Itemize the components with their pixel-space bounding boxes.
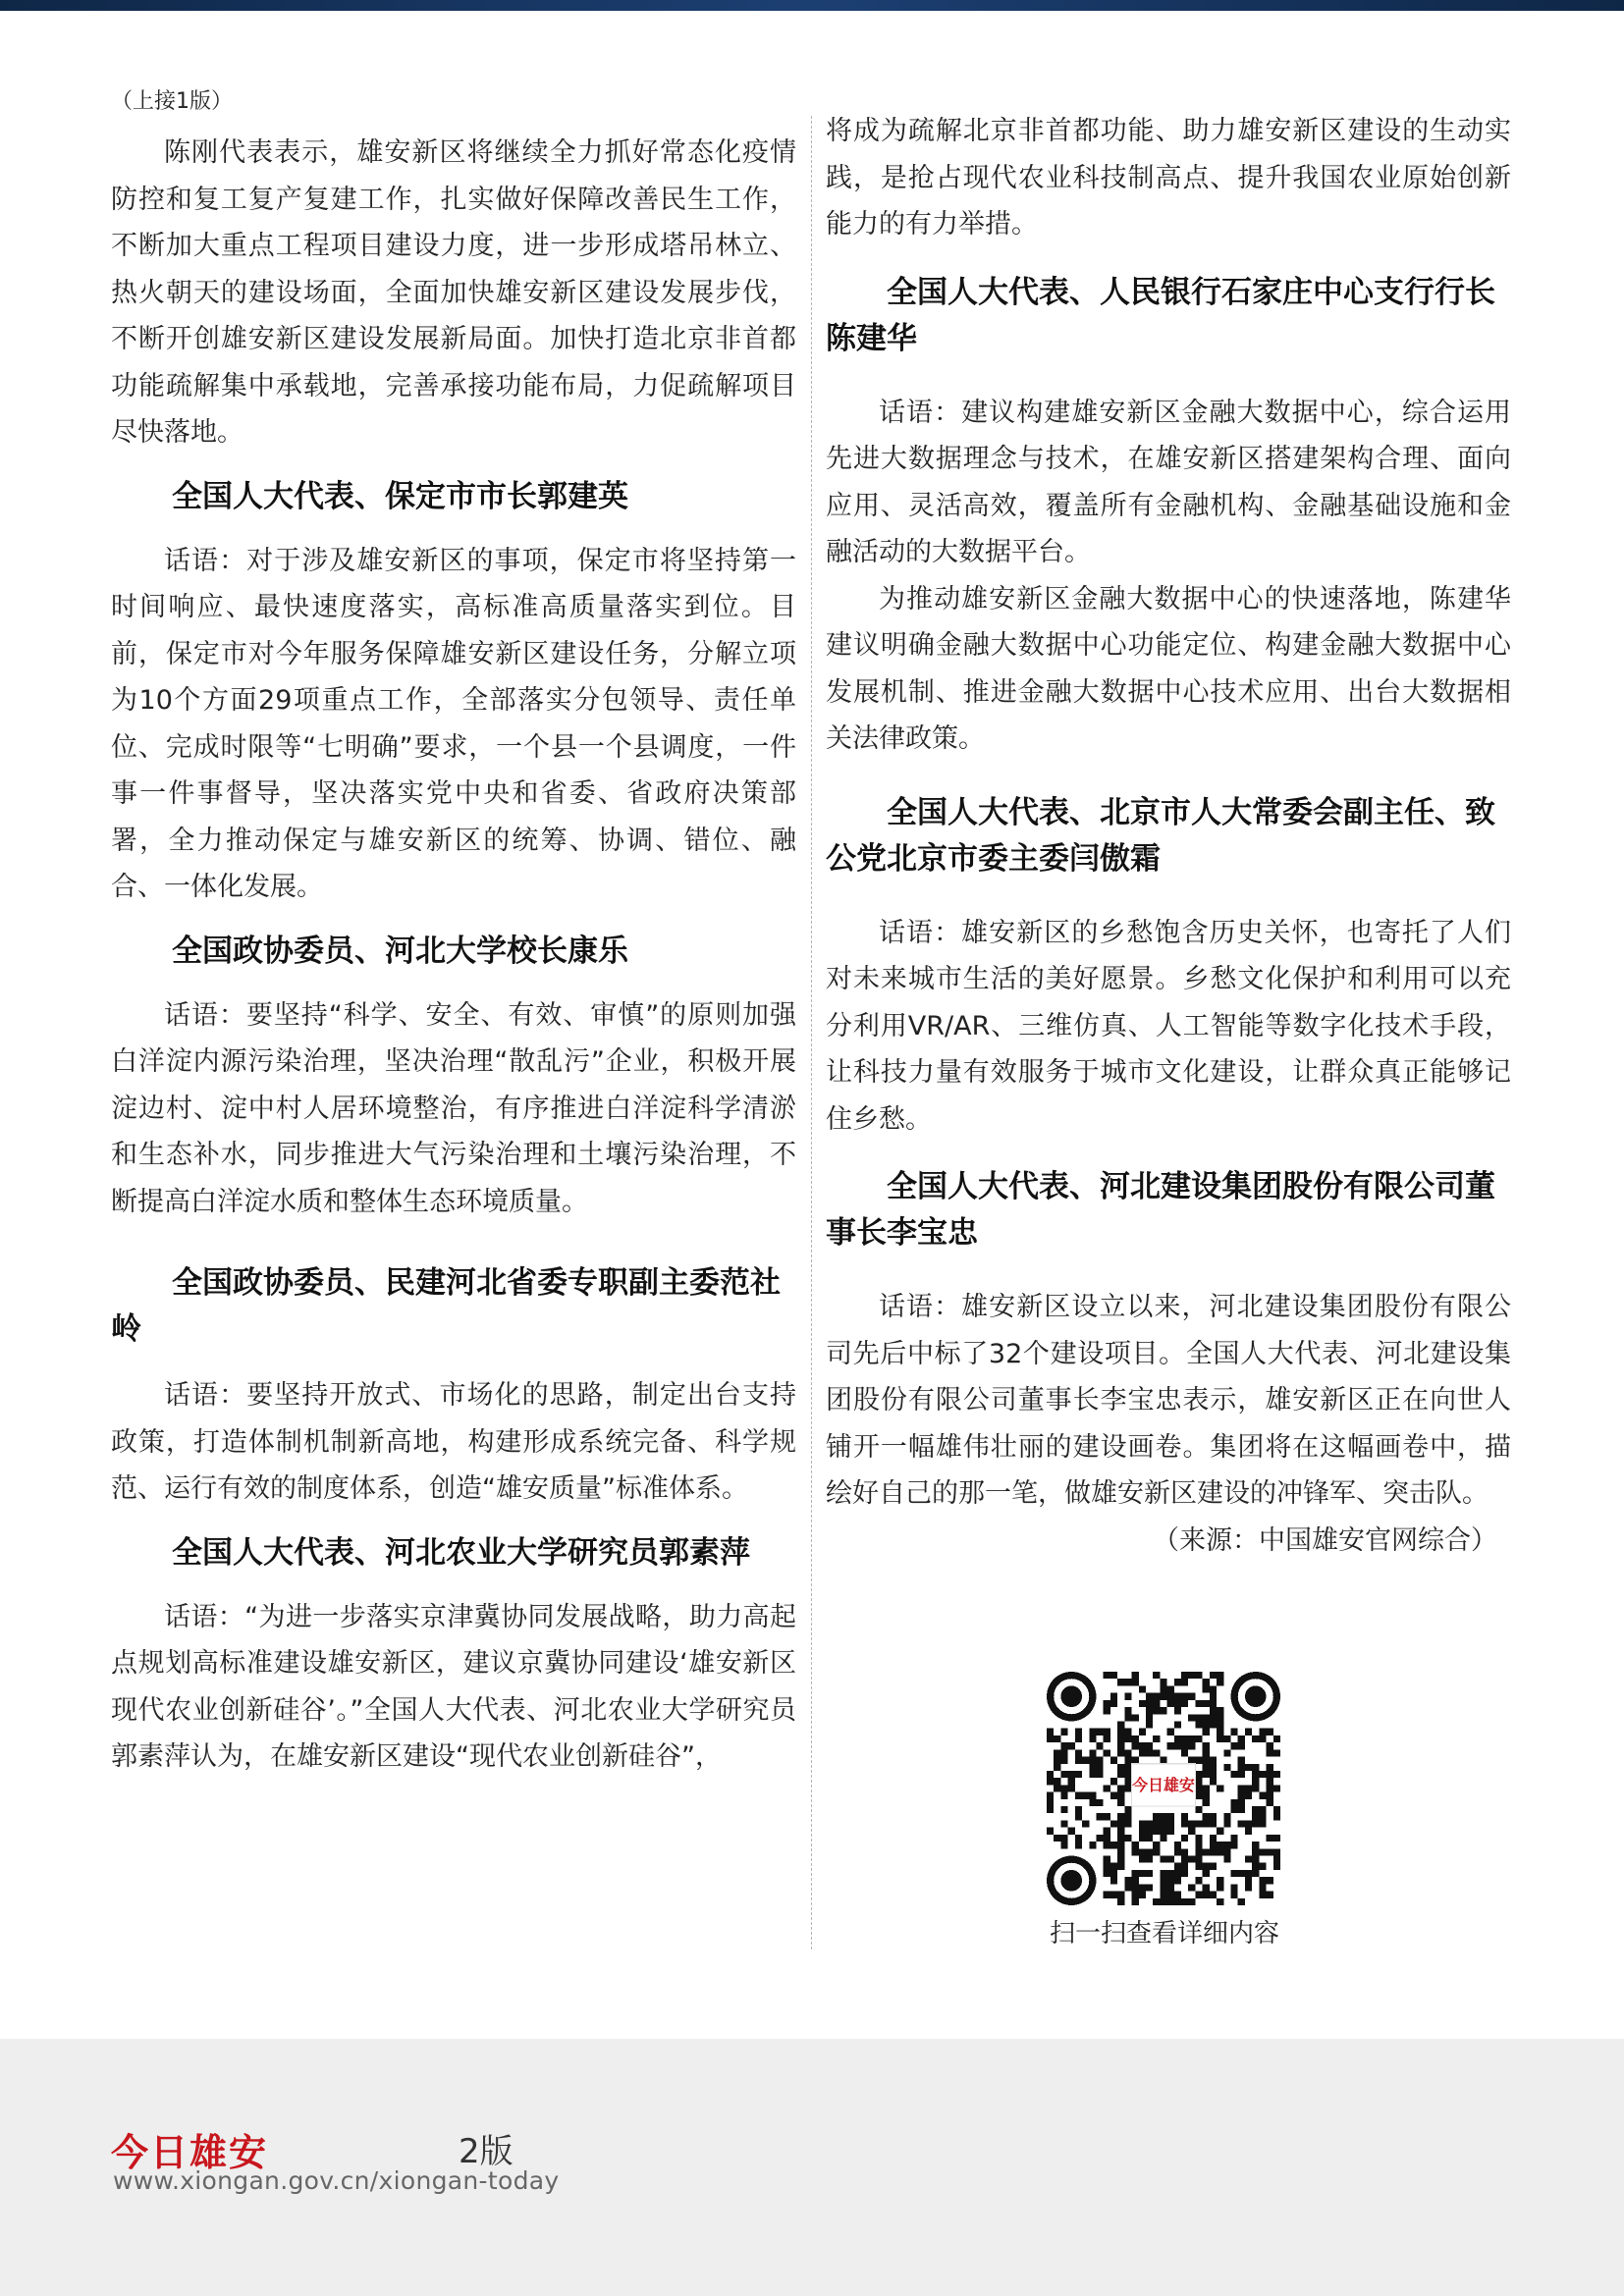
source-credit: （来源：中国雄安官网综合） <box>1153 1524 1497 1556</box>
section-heading: 全国人大代表、河北建设集团股份有限公司董事长李宝忠 <box>826 1169 1495 1251</box>
article-paragraph: 话语：雄安新区设立以来，河北建设集团股份有限公司先后中标了32个建设项目。全国人大代表、河北建设集团股份有限公司董事长李宝忠表示，雄安新区正在向世人铺开一幅雄伟壮丽的建设画卷。集团将在这幅画卷中，描绘好自己的那一笔，做雄安新区建设的冲锋军、突击队。 <box>826 1292 1511 1509</box>
article-paragraph: 话语：雄安新区的乡愁饱含历史关怀，也寄托了人们对未来城市生活的美好愿景。乡愁文化保护和利用可以充分利用VR/AR、三维仿真、人工智能等数字化技术手段，让科技力量有效服务于城市文化建设，让群众真正能够记住乡愁。 <box>826 917 1511 1135</box>
article-paragraph: 话语：建议构建雄安新区金融大数据中心，综合运用先进大数据理念与技术，在雄安新区搭建架构合理、面向应用、灵活高效，覆盖所有金融机构、金融基础设施和金融活动的大数据平台。 <box>826 397 1511 567</box>
article-paragraph: 话语：对于涉及雄安新区的事项，保定市将坚持第一时间响应、最快速度落实，高标准高质量落实到位。目前，保定市对今年服务保障雄安新区建设任务，分解立项为10个方面29项重点工作，全部落实分包领导、责任单位、完成时限等“七明确”要求，一个县一个县调度，一件事一件事督导，坚决落实党中央和省委、省政府决策部署，全力推动保定与雄安新区的统筹、协调、错位、融合、一体化发展。 <box>111 545 796 902</box>
article-paragraph: 陈刚代表表示，雄安新区将继续全力抓好常态化疫情防控和复工复产复建工作，扎实做好保障改善民生工作，不断加大重点工程项目建设力度，进一步形成塔吊林立、热火朝天的建设场面，全面加快雄安新区建设发展步伐，不断开创雄安新区建设发展新局面。加快打造北京非首都功能疏解集中承载地，完善承接功能布局，力促疏解项目尽快落地。 <box>111 137 796 448</box>
qr-code-icon[interactable] <box>1047 1672 1280 1905</box>
section-heading: 全国人大代表、北京市人大常委会副主任、致公党北京市委主委闫傲霜 <box>826 794 1495 877</box>
right-column <box>826 108 1511 1564</box>
qr-caption: 扫一扫查看详细内容 <box>1049 1919 1279 1949</box>
article-paragraph: 话语：“为进一步落实京津冀协同发展战略，助力高起点规划高标准建设雄安新区，建议京冀协同建设‘雄安新区现代农业创新硅谷’。”全国人大代表、河北农业大学研究员郭素萍认为，在雄安新区建设“现代农业创新硅谷”， <box>111 1601 796 1772</box>
qr-block <box>1047 1672 1282 1950</box>
continued-from-note: （上接1版） <box>111 89 233 114</box>
left-column <box>111 79 796 1781</box>
article-paragraph: 话语：要坚持开放式、市场化的思路，制定出台支持政策，打造体制机制新高地，构建形成系统完备、科学规范、运行有效的制度体系，创造“雄安质量”标准体系。 <box>111 1380 796 1504</box>
section-heading: 全国人大代表、河北农业大学研究员郭素萍 <box>172 1534 750 1571</box>
column-divider <box>811 116 812 1949</box>
top-accent-bar <box>0 0 1624 11</box>
section-heading: 全国人大代表、人民银行石家庄中心支行行长陈建华 <box>826 274 1495 356</box>
site-url[interactable]: www.xiongan.gov.cn/xiongan-today <box>113 2166 560 2195</box>
article-paragraph: 将成为疏解北京非首都功能、助力雄安新区建设的生动实践，是抢占现代农业科技制高点、提升我国农业原始创新能力的有力举措。 <box>826 116 1511 240</box>
section-heading: 全国人大代表、保定市市长郭建英 <box>172 478 628 514</box>
section-heading: 全国政协委员、河北大学校长康乐 <box>172 933 628 969</box>
section-heading: 全国政协委员、民建河北省委专职副主委范社岭 <box>111 1265 781 1347</box>
svg-text:今日雄安: 今日雄安 <box>1132 1776 1195 1795</box>
brand-logo: 今日雄安 <box>111 2130 269 2174</box>
article-paragraph: 为推动雄安新区金融大数据中心的快速落地，陈建华建议明确金融大数据中心功能定位、构建金融大数据中心发展机制、推进金融大数据中心技术应用、出台大数据相关法律政策。 <box>826 583 1511 754</box>
article-paragraph: 话语：要坚持“科学、安全、有效、审慎”的原则加强白洋淀内源污染治理，坚决治理“散乱污”企业，积极开展淀边村、淀中村人居环境整治，有序推进白洋淀科学清淤和生态补水，同步推进大气污染治理和土壤污染治理，不断提高白洋淀水质和整体生态环境质量。 <box>111 999 796 1217</box>
edition-label: 2版 <box>459 2132 514 2171</box>
